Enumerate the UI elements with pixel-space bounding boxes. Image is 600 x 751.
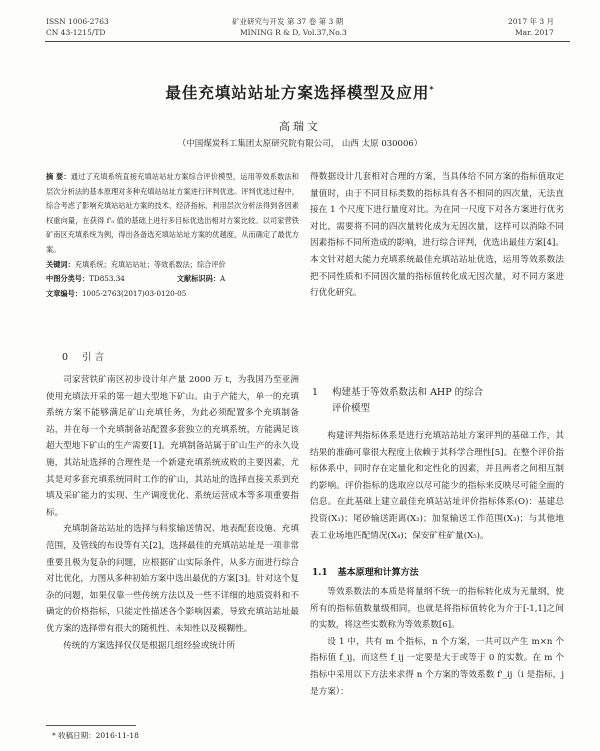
article-number-value: 1005-2763(2017)03-0120-05 <box>81 288 187 298</box>
section-1-1-paragraph: 等效系数法的本质是将量纲不统一的指标转化成为无量纲，使所有的指标值数量级相同，也就是将指标值转化为介于[-1,1]之间的实数，将这些实数称为等效系数[6]。 <box>310 587 564 631</box>
received-date-footnote: * 收稿日期：2016-11-18 <box>52 731 139 740</box>
classification-line <box>46 272 299 287</box>
article-number-line <box>46 287 299 302</box>
title-text: 最佳充填站站址方案选择模型及应用 <box>165 84 430 102</box>
doc-code-label: 文献标识码： <box>176 274 220 284</box>
section-1-1-number: 1.1 <box>312 568 328 578</box>
issue-date-cn: 2017 年 3 月 <box>508 17 555 26</box>
abstract-block <box>46 170 299 301</box>
journal-name-en: MINING R & D, Vol.37,No.3 <box>240 28 347 37</box>
cn-number: CN 43-1215/TD <box>46 28 106 37</box>
section-1-heading <box>312 385 564 417</box>
section-1-title-line1: 构建基于等效系数法和 AHP 的综合 <box>332 387 484 398</box>
section-1-paragraph: 构建评判指标体系是进行充填站站址方案评判的基础工作，其结果的准确可靠很大程度上依赖于其科学合理性[5]。在整个评价指标体系中，同时存在定量化和定性化的因素，并且两者之间相互制约影响。评价指标的选取应以尽可能少的指标来反映尽可能全面的信息。在此基础上建立最佳充填站站址评价指标体系(O)：基建总投资(X₁)；尾砂输送距离(X₂)；加泵输送工作范围(X₃)；与其他地表工业场地匹配情况(X₄)；保安矿柱矿量(X₅)。 <box>310 431 564 541</box>
abstract-paragraph <box>46 170 299 258</box>
section-1-body <box>310 428 564 544</box>
intro-number: 0 <box>62 352 69 363</box>
section-1-1-body <box>310 584 564 700</box>
keywords-label: 关键词： <box>46 259 75 269</box>
right-top-paragraph: 得数据设计几套相对合理的方案，当具体给不同方案的指标值取定量值时，由于不同目标类数的指标具有各不相同的四次量，无法直接在 1 个尺度下进行量度对比。为在同一尺度下对各方案进行优劣对比，需要将不同的四次量转化成为无因次量，这样可以消除不同因素指标不同所造成的影响，进行综合评判，优选出最佳方案[4]。本文针对超大能力充填系统最佳充填站站址优选，运用等效系数法把不同性质和不同因次量的指标值转化成无因次量，对不同方案进行优化研究。 <box>310 172 564 299</box>
keywords-line <box>46 258 299 273</box>
intro-heading <box>62 350 104 366</box>
author-name: 高瑞文 <box>279 120 321 133</box>
intro-title: 引 言 <box>82 352 105 363</box>
footnote-rule <box>46 725 136 726</box>
section-1-1-heading <box>312 565 419 581</box>
intro-paragraph: 传统的方案选择仅仅是根据几组经验或统计所 <box>63 640 236 651</box>
abstract-label: 摘 要： <box>46 172 71 181</box>
intro-paragraph: 司家营铁矿南区初步设计年产量 2000 万 t，为我国乃至亚洲使用充填法开采的第一超大型地下矿山。由于产能大，单一的充填系统方案不能够满足矿山充填任务，为此必须配置多个充填制备站，并在每一个充填制备站配置多套独立的充填系统，方能满足该超大型地下矿山的生产需要[1]。充填制备站属于矿山生产的永久设施，其站址选择的合理性是一个新建充填系统成败的主要因素，尤其是对多套充填系统同时工作的矿山，其站址的选择直接关系到充填及采矿能力的实现、生产调度优化、系统运营成本等多项重要指标。 <box>46 375 299 518</box>
header-rule <box>45 41 570 42</box>
section-1-1-title: 基本原理和计算方法 <box>337 568 419 578</box>
clc-value: TD853.34 <box>89 274 125 284</box>
article-number-label: 文章编号： <box>46 288 82 298</box>
author-affiliation: （中国煤炭科工集团太原研究院有限公司， 山西 太原 030006） <box>177 139 423 149</box>
title-footnote-mark: * <box>429 84 435 94</box>
section-1-number: 1 <box>312 387 319 398</box>
intro-paragraph: 充填制备站站址的选择与料浆输送情况、地表配套设施、充填范围，及管线的布设等有关[2]，选择最佳的充填站站址是一项非常重要且极为复杂的问题，应根据矿山实际条件，从多方面进行综合对比优化，力图从多种初始方案中选出最优的方案[3]。针对这个复杂的问题，如果仅靠一些传统方法以及一些不详细的地质资料和不确定的价格指标，只能定性描述各个影响因素，导致充填站站址最优方案的选择带有很大的随机性、未知性以及模糊性。 <box>46 524 299 634</box>
article-title <box>0 81 600 103</box>
issue-date-en: Mar. 2017 <box>515 28 554 37</box>
right-top-text <box>310 169 564 302</box>
section-1-title-line2: 评价模型 <box>332 403 371 414</box>
keywords-text: 充填系统；充填站站址；等效系数法；综合评价 <box>74 259 226 269</box>
intro-body <box>46 372 299 654</box>
doc-code-value: A <box>220 274 226 284</box>
section-1-1-paragraph: 设 1 中，共有 m 个指标，n 个方案，一共可以产生 m×n 个指标值 f_ij，而这些 f_ij 一定要是大于或等于 0 的实数。在 m 个指标中采用以下方法来求得 n 个方案的等效系数 f'_ij（i 是指标，j 是方案）： <box>310 636 564 697</box>
abstract-text: 通过了充填系统直接充填站站址方案综合评价模型，运用等效系数法和层次分析法的基本原理对多种充填站站址方案进行评判优选。评判优选过程中，综合考虑了影响充填站站址方案的技术、经济指标，利用层次分析法得到各因素权重向量，在获得 f'₀ 值的基础上进行多目标优选出相对方案比较。以司家营铁矿南区充填系统为例，得出各备选充填站站址方案的优越度，从而确定了最优方案。 <box>46 172 299 254</box>
journal-name-cn: 矿业研究与开发 第 37 卷 第 3 期 <box>232 17 344 26</box>
issn: ISSN 1006-2763 <box>46 17 109 26</box>
clc-label: 中图分类号： <box>46 274 90 284</box>
